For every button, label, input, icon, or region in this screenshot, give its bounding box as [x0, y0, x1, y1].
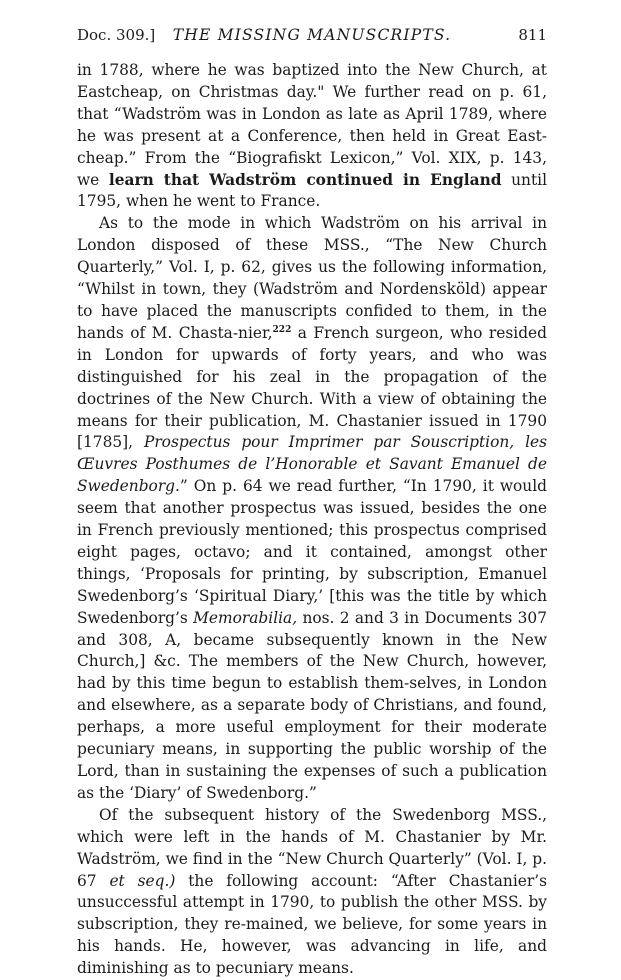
page-number: 811 [518, 26, 547, 44]
paragraph [77, 805, 547, 980]
text-run: As to the mode in which Wadström on his arrival in London disposed of these MSS., “The New Church Quarterly,” Vol. I, p. 62, gives us the following information, “Whilst in town, they (Wadström and Nordensköld) appear to have placed the manuscripts confided to them, in the hands of M. Chasta-nier, [77, 214, 547, 342]
document-reference: Doc. 309.] [77, 26, 156, 44]
text-run: a French surgeon, who resided in London for upwards of forty years, and who was distinguished for his zeal in the propagation of the doctrines of the New Church. With a view of obtaining the means for their publication, M. Chastanier issued in 1790 [1785], [77, 323, 548, 452]
footnote-reference: 222 [272, 324, 292, 335]
running-title: THE MISSING MANUSCRIPTS. [172, 26, 452, 44]
italic-text-run: et seq.) [109, 871, 176, 890]
bold-text-run: learn that Wadström continued in England [108, 170, 502, 189]
running-header [77, 26, 547, 48]
text-run: Of the subsequent history of the Swedenborg MSS., which were left in the hands of M. Chastanier by Mr. Wadström, we find in the “New Church Quarterly” (Vol. I, p. 67 [77, 805, 547, 890]
italic-book-title: Prospectus pour Imprimer par Souscription, les Œuvres Posthumes de l’Honorable et Savant Emanuel de Swedenborg. [77, 433, 547, 496]
text-run: in 1788, where he was baptized into the New Church, at Eastcheap, on Christmas day." We further read on p. 61, that “Wadström was in London as late as April 1789, where he was present at a Conference, then held in Great East-cheap.” From the “Biografiskt Lexicon,” Vol. XIX, p. 143, we [77, 61, 547, 189]
text-run: the following account: “After Chastanier’s unsuccessful attempt in 1790, to publish the other MSS. by subscription, they re-mained, we believe, for some years in his hands. He, however, was advancing in life, and diminishing as to pecuniary means. [77, 871, 547, 978]
paragraph [77, 213, 547, 804]
paragraph [77, 60, 547, 213]
text-run: ” On p. 64 we read further, “In 1790, it would seem that another prospectus was issued, besides the one in French previously mentioned; this prospectus comprised eight pages, octavo; and it contained, amongst other things, ‘Proposals for printing, by subscription, Emanuel Swedenborg’s ‘Spiritual Diary,’ [this was the title by which Swedenborg’s [77, 477, 547, 627]
italic-work-title: Memorabilia, [193, 608, 298, 627]
text-run: until 1795, when he went to France. [77, 170, 547, 211]
text-run: nos. 2 and 3 in Documents 307 and 308, A, became subsequently known in the New Church,] &c. The members of the New Church, however, had by this time begun to establish them-selves, in London and elsewhere, as a separate body of Christians, and found, perhaps, a more useful employment for their moderate pecuniary means, in supporting the public worship of the Lord, than in sustaining the expenses of such a publication as the ‘Diary’ of Swedenborg.” [77, 608, 547, 802]
body-text [77, 60, 547, 980]
